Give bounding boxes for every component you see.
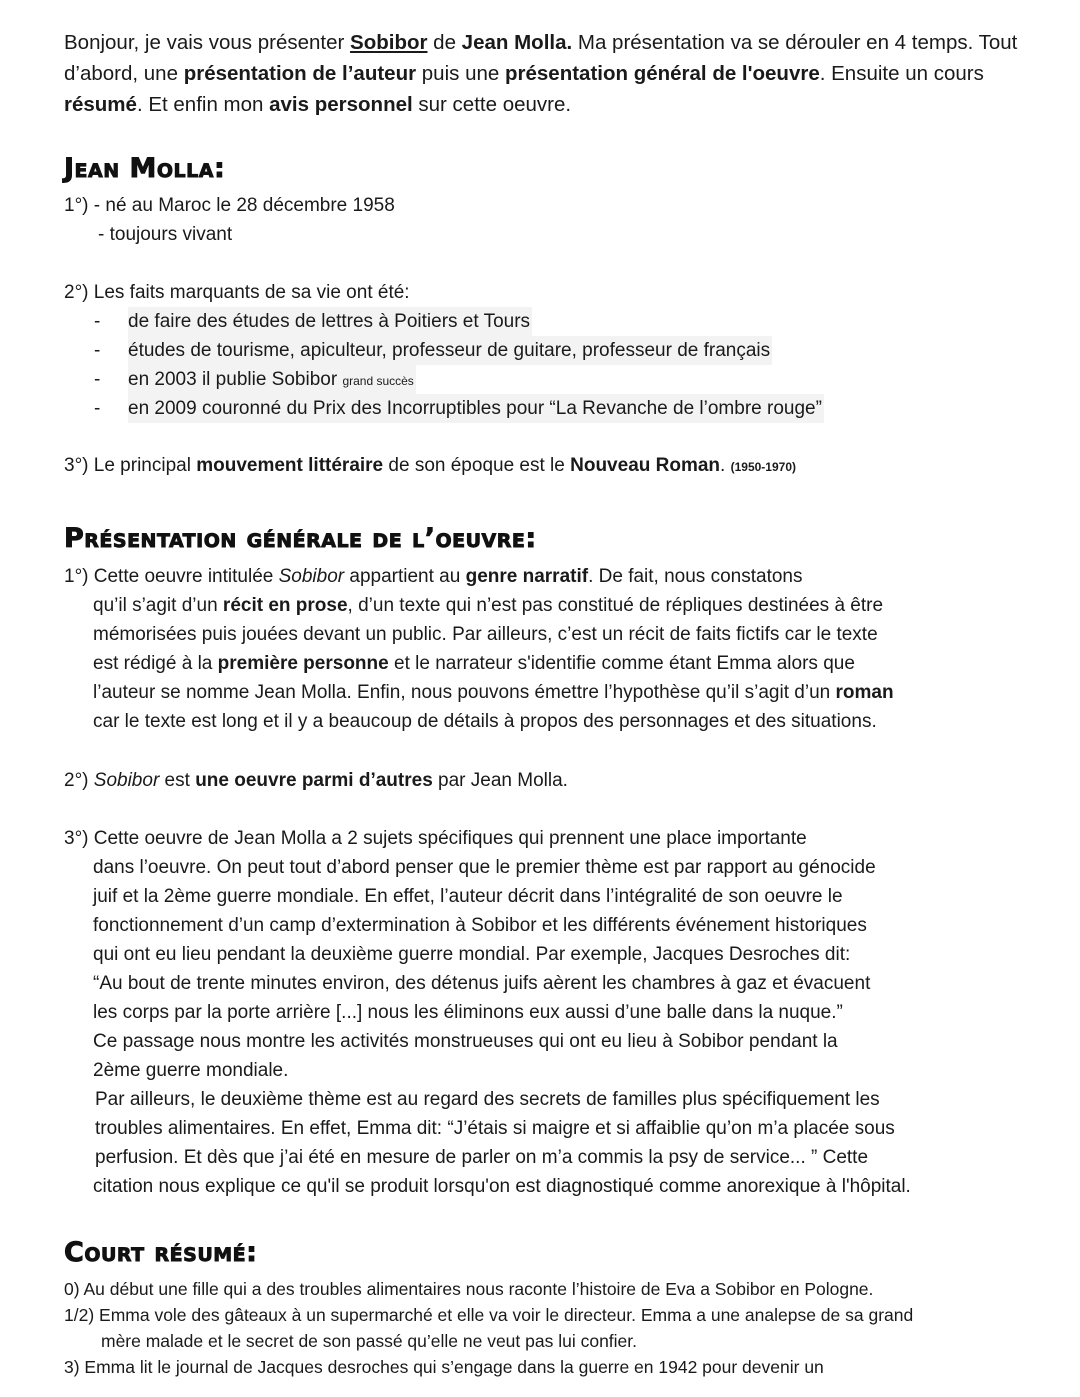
work-p1-line-5: [64, 678, 1024, 707]
bullet-dash: -: [94, 340, 101, 361]
work-p3-line: dans l’oeuvre. On peut tout d’abord penser que le premier thème est par rapport au génocide: [93, 857, 876, 878]
text-span: l’auteur se nomme Jean Molla. Enfin, nous pouvons émettre l’hypothèse qu’il s’agit d’un: [93, 682, 836, 703]
book-title-italic: Sobibor: [278, 566, 345, 587]
work-p3-line: “Au bout de trente minutes environ, des détenus juifs aèrent les chambres à gaz et évacuent: [93, 973, 871, 994]
work-p3-line: les corps par la porte arrière [...] nous les éliminons eux aussi d’une balle dans la nuque.”: [93, 1002, 843, 1023]
work-p1-line-4: [64, 649, 1024, 678]
work-paragraph-2: [64, 766, 1024, 795]
summary-line: 3) Emma lit le journal de Jacques desroches qui s’engage dans la guerre en 1942 pour devenir un: [64, 1357, 824, 1377]
bold-span: genre narratif: [465, 566, 589, 587]
bullet-text-main: études de tourisme, apiculteur, professeur de guitare, professeur de français: [128, 340, 771, 361]
item3-text-c: de son époque est le: [383, 455, 571, 476]
text-span: qu’il s’agit d’un: [93, 595, 223, 616]
intro-text-4: puis une: [416, 62, 505, 85]
item3-bold-d: Nouveau Roman: [570, 455, 721, 476]
list-item: [64, 336, 964, 365]
bullet-text-main: en 2003 il publie Sobibor: [128, 369, 343, 390]
intro-text-2: de: [427, 31, 462, 54]
intro-author: Jean Molla.: [461, 31, 573, 54]
section-heading-summary: Court résumé:: [64, 1237, 258, 1268]
item3-bold-b: mouvement littéraire: [196, 455, 384, 476]
intro-bold-1: présentation de l’auteur: [183, 62, 417, 85]
work-p1-line-6: car le texte est long et il y a beaucoup de détails à propos des personnages et des situations.: [93, 711, 877, 732]
bold-span: première personne: [217, 653, 389, 674]
intro-text-1: Bonjour, je vais vous présenter: [64, 31, 351, 54]
intro-text-7: sur cette oeuvre.: [412, 93, 572, 116]
bold-span: roman: [835, 682, 894, 703]
list-item: [64, 365, 964, 394]
intro-book-title: Sobibor: [350, 31, 428, 54]
work-p3-line: perfusion. Et dès que j’ai été en mesure de parler on m’a commis la psy de service... ” Cette: [95, 1147, 869, 1168]
section-heading-author: Jean Molla:: [64, 153, 226, 184]
text-span: est: [159, 770, 196, 791]
list-item: [64, 307, 964, 336]
intro-text-5: . Ensuite un cours: [819, 62, 984, 85]
intro-paragraph: [64, 27, 1024, 120]
text-span: est rédigé à la: [93, 653, 218, 674]
author-alive-line: - toujours vivant: [98, 224, 233, 245]
work-p1-line-3: mémorisées puis jouées devant un public. Par ailleurs, c’est un récit de faits fictifs car le texte: [93, 624, 878, 645]
work-p3-line: 3°) Cette oeuvre de Jean Molla a 2 sujets spécifiques qui prennent une place importante: [64, 828, 807, 849]
item3-text-a: 3°) Le principal: [64, 455, 197, 476]
author-facts-list: [64, 307, 964, 423]
author-item-2-intro: 2°) Les faits marquants de sa vie ont été:: [64, 282, 410, 303]
text-span: et le narrateur s'identifie comme étant Emma alors que: [388, 653, 855, 674]
summary-line: 1/2) Emma vole des gâteaux à un supermarché et elle va voir le directeur. Emma a une analepse de sa grand: [64, 1305, 914, 1325]
text-span: . De fait, nous constatons: [588, 566, 803, 587]
bullet-text: [128, 365, 416, 394]
intro-bold-2: présentation général de l'oeuvre: [504, 62, 820, 85]
work-p3-line: fonctionnement d’un camp d’extermination à Sobibor et les différents événement historiques: [93, 915, 867, 936]
book-title-italic: Sobibor: [93, 770, 160, 791]
author-birth-line: 1°) - né au Maroc le 28 décembre 1958: [64, 195, 395, 216]
work-paragraph-3: [64, 824, 1024, 1201]
work-p3-line: juif et la 2ème guerre mondiale. En effet, l’auteur décrit dans l’intégralité de son oeuvre le: [93, 886, 843, 907]
intro-text-3: Ma présentation va se dérouler en 4 temps. Tout d’abord, une: [64, 31, 1018, 85]
text-span: 2°): [64, 770, 94, 791]
text-span: par Jean Molla.: [432, 770, 568, 791]
text-span: appartient au: [344, 566, 466, 587]
work-p3-line: Ce passage nous montre les activités monstrueuses qui ont eu lieu à Sobibor pendant la: [93, 1031, 838, 1052]
work-p3-line: qui ont eu lieu pendant la deuxième guerre mondial. Par exemple, Jacques Desroches dit:: [93, 944, 851, 965]
bullet-text: [128, 307, 532, 336]
bullet-note: grand succès: [342, 374, 414, 388]
text-span: , d’un texte qui n’est pas constitué de répliques destinées à être: [347, 595, 884, 616]
intro-bold-3: résumé: [64, 93, 137, 116]
intro-bold-4: avis personnel: [269, 93, 413, 116]
work-p3-line: troubles alimentaires. En effet, Emma dit: “J’étais si maigre et si affaiblie qu’on m’a placée sous: [95, 1118, 895, 1139]
bullet-dash: -: [94, 369, 101, 390]
summary-line: 0) Au début une fille qui a des troubles alimentaires nous raconte l’histoire de Eva a Sobibor en Pologne.: [64, 1279, 874, 1299]
item3-text-e: .: [720, 455, 731, 476]
bullet-text-main: de faire des études de lettres à Poitiers et Tours: [128, 311, 531, 332]
list-item: [64, 394, 964, 423]
summary-line: mère malade et le secret de son passé qu’elle ne veut pas lui confier.: [101, 1331, 638, 1351]
work-p1-line-1: [64, 562, 1024, 591]
section-heading-work: Présentation générale de l’oeuvre:: [64, 523, 537, 554]
author-item-1: [64, 191, 1024, 249]
item3-note: (1950-1970): [730, 460, 796, 474]
work-p1-line-2: [64, 591, 1024, 620]
summary-block: [64, 1276, 1024, 1380]
bold-span: récit en prose: [222, 595, 348, 616]
work-p3-line: 2ème guerre mondiale.: [93, 1060, 289, 1081]
intro-text-6: . Et enfin mon: [136, 93, 270, 116]
work-p3-line: citation nous explique ce qu'il se produit lorsqu'on est diagnostiqué comme anorexique à l'hôpital.: [93, 1176, 911, 1197]
bold-span: une oeuvre parmi d’autres: [195, 770, 433, 791]
work-paragraph-1: [64, 562, 1024, 736]
bullet-text: [128, 394, 824, 423]
bullet-dash: -: [94, 398, 101, 419]
bullet-text-main: en 2009 couronné du Prix des Incorruptibles pour “La Revanche de l’ombre rouge”: [128, 398, 822, 419]
bullet-dash: -: [94, 311, 101, 332]
bullet-text: [128, 336, 772, 365]
text-span: 1°) Cette oeuvre intitulée: [64, 566, 279, 587]
work-p3-line: Par ailleurs, le deuxième thème est au regard des secrets de familles plus spécifiquement les: [95, 1089, 880, 1110]
author-item-3: [64, 451, 1024, 482]
